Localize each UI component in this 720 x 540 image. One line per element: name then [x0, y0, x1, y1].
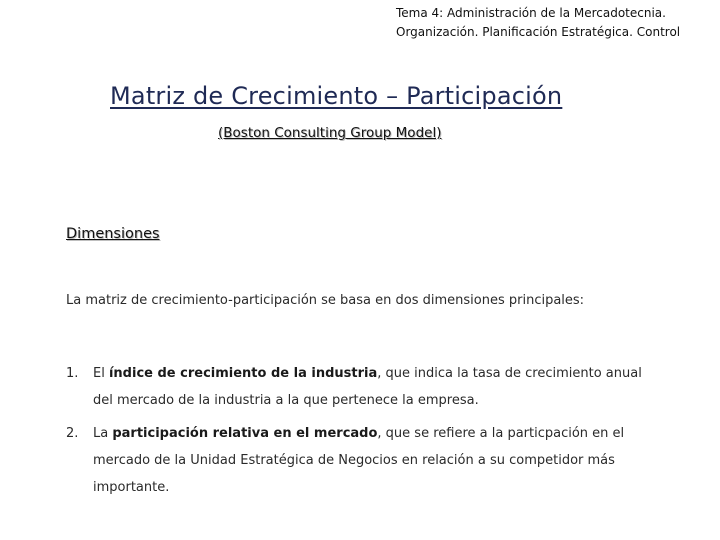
section-heading: Dimensiones — [66, 226, 160, 242]
list-item-text — [93, 420, 656, 501]
list-item-pre: La — [93, 426, 113, 441]
slide-title: Matriz de Crecimiento – Participación — [110, 82, 563, 110]
list-item-bold-term: participación relativa en el mercado — [112, 426, 378, 441]
list-item-bold-term: índice de crecimiento de la industria — [108, 366, 378, 381]
list-item — [66, 360, 656, 414]
intro-paragraph: La matriz de crecimiento-participación se basa en dos dimensiones principales: — [66, 293, 585, 308]
list-item-number: 1. — [66, 366, 79, 381]
slide-subtitle: (Boston Consulting Group Model) — [218, 125, 442, 141]
list-item — [66, 420, 656, 501]
header-line-1: Tema 4: Administración de la Mercadotecnia. — [396, 6, 666, 20]
list-item-post: , que se refiere a la particpación en el mercado de la Unidad Estratégica de Negocios en relación a su competidor más importante. — [93, 426, 625, 495]
slide-header — [396, 4, 680, 42]
list-item-number: 2. — [66, 426, 79, 441]
header-line-2: Organización. Planificación Estratégica. Control — [396, 25, 681, 39]
list-item-text — [93, 360, 656, 414]
list-item-post: , que indica la tasa de crecimiento anual del mercado de la industria a la que pertenece la empresa. — [93, 366, 642, 408]
list-item-pre: El — [93, 366, 109, 381]
